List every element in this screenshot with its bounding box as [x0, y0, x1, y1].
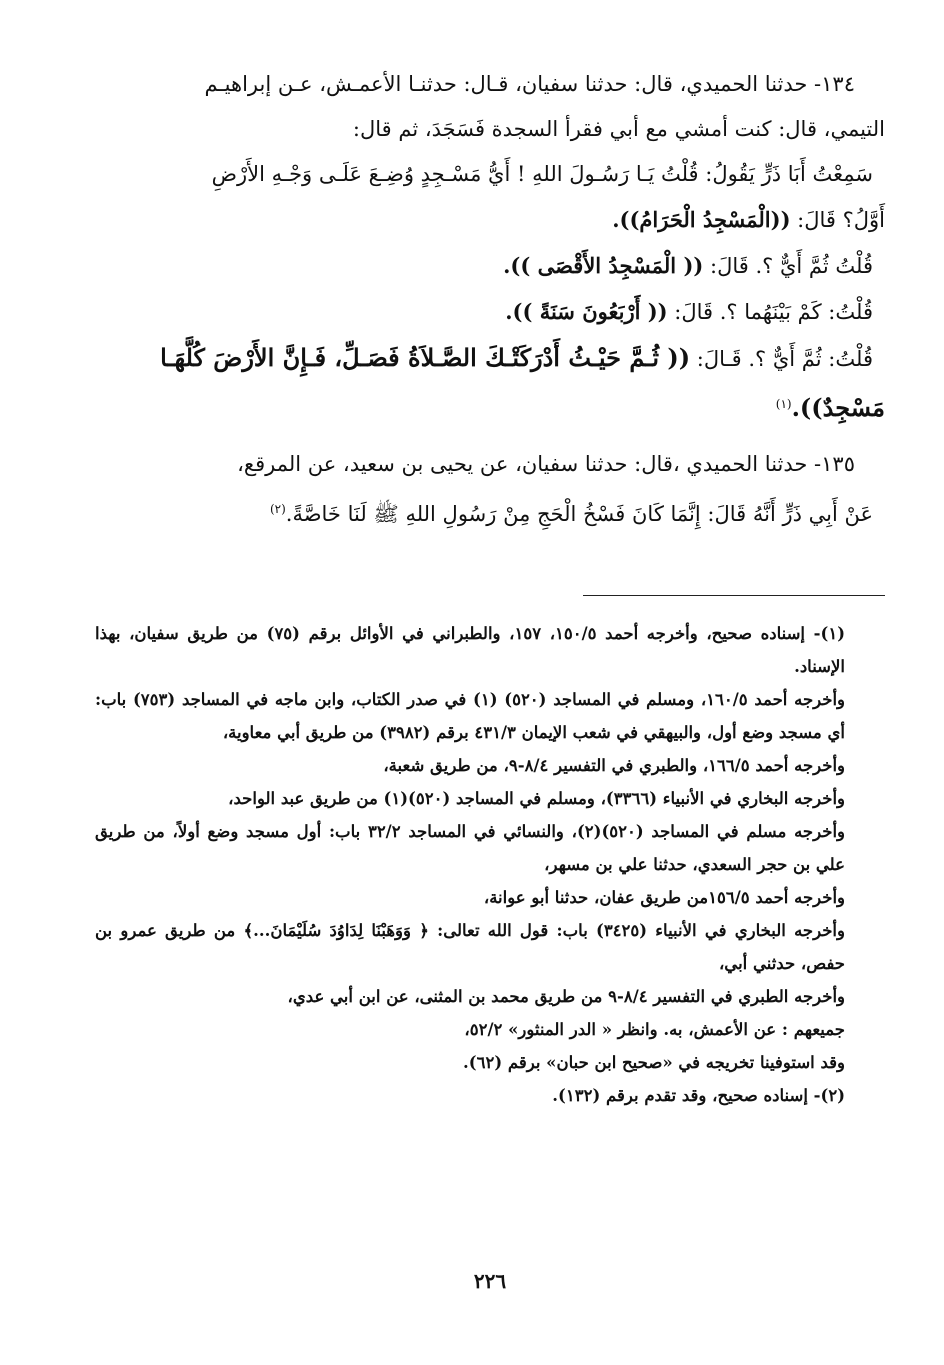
footnote-2: (٢)- إسناده صحيح، وقد تقدم برقم (١٣٢).: [552, 1086, 845, 1105]
hadith-134-line-2: التيمي، قال: كنت أمشي مع أبي فقرأ السجدة فَسَجَدَ، ثم قال:: [352, 117, 885, 141]
hadith-134-line-7: [95, 335, 885, 382]
hadith-text: قُلْتُ: كَمْ بَيْنَهُما ؟. قَالَ:: [667, 300, 873, 324]
main-text: [95, 62, 885, 537]
footnote-ref-2: (٢): [269, 502, 286, 516]
hadith-135-line-2: [95, 487, 885, 537]
hadith-134-line-6: [95, 289, 885, 335]
prophet-answer-3: (( أَرْبَعُونَ سَنَةً )).: [505, 299, 668, 324]
book-page: [95, 62, 885, 1342]
prophet-answer-4-end: مَسْجِدٌ)).: [791, 393, 885, 422]
footnote-1-part-3: وأخرجه أحمد ١٦٦/٥، والطبري في التفسير ٨/٤-٩، من طريق شعبة،: [383, 756, 845, 775]
prophet-answer-1: ((الْمَسْجِدُ الْحَرَامُ)).: [612, 207, 791, 232]
hadith-134-line-8: [95, 382, 885, 432]
hadith-134-line-5: [95, 243, 885, 289]
hadith-text: أَوَّلُ؟ قَالَ:: [790, 208, 885, 232]
hadith-134-line-3: سَمِعْتُ أَبَا ذَرٍّ يَقُولُ: قُلْتُ يَـا رَسُـولَ اللهِ ! أَيُّ مَسْـجِدٍ وُضِـعَ عَلَـى وَجْـهِ الأَرْضِ: [211, 162, 873, 186]
footnotes: [95, 617, 885, 1112]
hadith-text: عَنْ أَبِي ذَرٍّ أَنَّهُ قَالَ: إِنَّمَا كَانَ فَسْخُ الْحَجِ مِنْ رَسُولِ اللهِ ﷺ لَنَا خَاصَّةً.: [285, 502, 873, 526]
prophet-answer-4: (( ثُـمَّ حَيْـثُ أَدْرَكَتْـكَ الصَّـلاَةُ فَصَـلِّ، فَـإِنَّ الأَرْضَ كُلَّهَـا: [160, 343, 691, 372]
footnote-1-part-5: وأخرجه مسلم في المساجد (٥٢٠)(٢)، والنسائي في المساجد ٣٢/٢ باب: أول مسجد وضع أولاً، من طريق علي بن حجر السعدي، حدثنا علي بن مسهر،: [95, 822, 845, 874]
page-number: ٢٢٦: [473, 1269, 507, 1293]
hadith-134-line-1: ١٣٤- حدثنا الحميدي، قال: حدثنا سفيان، قـال: حدثنـا الأعمـش، عـن إبراهيـم: [204, 72, 855, 96]
footnote-1-part-9: جميعهم : عن الأعمش، به. وانظر « الدر المنثور» ٥٢/٢،: [464, 1020, 845, 1039]
footnote-1-part-2: وأخرجه أحمد ١٦٠/٥، ومسلم في المساجد (٥٢٠) (١) في صدر الكتاب، وابن ماجه في المساجد (٧٥٣) باب: أي مسجد وضع أول، والبيهقي في شعب الإيمان ٤٣١/٣ برقم (٣٩٨٢) من طريق أبي معاوية،: [95, 690, 846, 742]
footnote-1-part-10: وقد استوفينا تخريجه في «صحيح ابن حبان» برقم (٦٢).: [463, 1053, 845, 1072]
footnote-1-part-6: وأخرجه أحمد ١٥٦/٥من طريق عفان، حدثنا أبو عوانة،: [483, 888, 845, 907]
footnote-ref-1: (١): [775, 397, 792, 411]
hadith-135-line-1: ١٣٥- حدثنا الحميدي ،قال: حدثنا سفيان، عن يحيى بن سعيد، عن المرقع،: [237, 452, 855, 476]
footnote-divider: [583, 595, 885, 596]
footnote-1-part-7: وأخرجه البخاري في الأنبياء (٣٤٢٥) باب: قول الله تعالى: ﴿ وَوَهَبْنَا لِدَاوُدَ سُلَيْمَانَ...﴾ من طريق عمرو بن حفص، حدثني أبي،: [95, 921, 845, 973]
prophet-answer-2: (( الْمَسْجِدُ الأَقْصَى )).: [503, 253, 704, 278]
footnote-1: (١)- إسناده صحيح، وأخرجه أحمد ١٥٠/٥، ١٥٧، والطبراني في الأوائل برقم (٧٥) من طريق سفيان، بهذا الإسناد.: [95, 624, 845, 676]
hadith-134-line-4: [95, 197, 885, 243]
footnote-1-part-4: وأخرجه البخاري في الأنبياء (٣٣٦٦)، ومسلم في المساجد (٥٢٠)(١) من طريق عبد الواحد،: [228, 789, 845, 808]
hadith-text: قُلْتُ ثُمَّ أَيٌّ ؟. قَالَ:: [703, 254, 873, 278]
hadith-text: قُلْتُ: ثُمَّ أَيٌّ ؟. قَـالَ:: [690, 347, 873, 371]
footnote-1-part-8: وأخرجه الطبري في التفسير ٨/٤-٩ من طريق محمد بن المثنى، عن ابن أبي عدي،: [287, 987, 845, 1006]
